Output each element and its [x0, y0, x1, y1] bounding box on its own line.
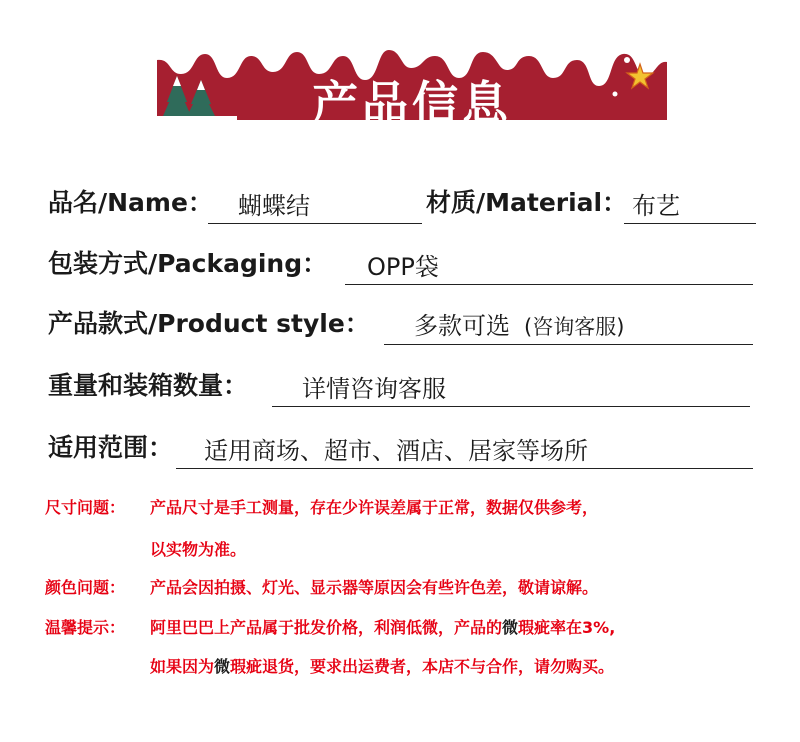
- name-field: [208, 183, 422, 224]
- info-row-packaging: [48, 244, 439, 284]
- tip-line2-part-c: 瑕疵退货，要求出运费者，本店不与合作，请勿购买。: [230, 657, 615, 676]
- size-note-label: 尺寸问题：: [45, 498, 126, 517]
- size-note-line1: 产品尺寸是手工测量，存在少许误差属于正常，数据仅供参考，: [150, 498, 599, 517]
- style-value: 多款可选: [414, 312, 510, 340]
- info-row-style: [48, 304, 625, 344]
- packaging-label: 包装方式/Packaging：: [48, 249, 328, 278]
- material-label: 材质/Material：: [426, 188, 628, 217]
- tip-line1-part-a: 阿里巴巴上产品属于批发价格，利润低微，产品的: [150, 618, 503, 637]
- info-row-weight: [48, 366, 446, 406]
- style-value-wrap: [414, 311, 624, 342]
- tip-line2-part-b: 微: [214, 657, 231, 676]
- info-row-name: [48, 183, 680, 223]
- usage-value: 适用商场、超市、酒店、居家等场所: [204, 437, 588, 465]
- style-field: [384, 304, 753, 345]
- color-note-label: 颜色问题：: [45, 578, 126, 597]
- weight-label: 重量和装箱数量：: [48, 371, 249, 400]
- product-info-banner: [157, 30, 667, 130]
- name-label: 品名/Name：: [48, 188, 213, 217]
- material-field: [624, 183, 756, 224]
- tip-line1-part-c: 瑕疵率在3%,: [518, 618, 616, 637]
- name-value: 蝴蝶结: [238, 192, 310, 220]
- material-value: 布艺: [632, 192, 680, 220]
- tip-line1-part-b: 微: [502, 618, 519, 637]
- tip-note-label: 温馨提示：: [45, 618, 126, 637]
- usage-field: [176, 428, 753, 469]
- style-label: 产品款式/Product style：: [48, 309, 370, 338]
- banner-title: 产品信息: [312, 76, 512, 130]
- info-row-usage: [48, 428, 588, 468]
- usage-label: 适用范围：: [48, 433, 174, 462]
- color-note-text: 产品会因拍摄、灯光、显示器等原因会有些许色差，敬请谅解。: [150, 578, 599, 597]
- packaging-field: [345, 244, 753, 285]
- size-note-line2: 以实物为准。: [150, 540, 247, 559]
- packaging-value: OPP袋: [367, 253, 439, 281]
- weight-value: 详情咨询客服: [302, 375, 446, 403]
- weight-field: [272, 366, 750, 407]
- tip-note-line2: [150, 656, 614, 678]
- tip-note-line1: [150, 617, 615, 639]
- tip-line2-part-a: 如果因为: [150, 657, 215, 676]
- style-note: (咨询客服): [524, 315, 625, 339]
